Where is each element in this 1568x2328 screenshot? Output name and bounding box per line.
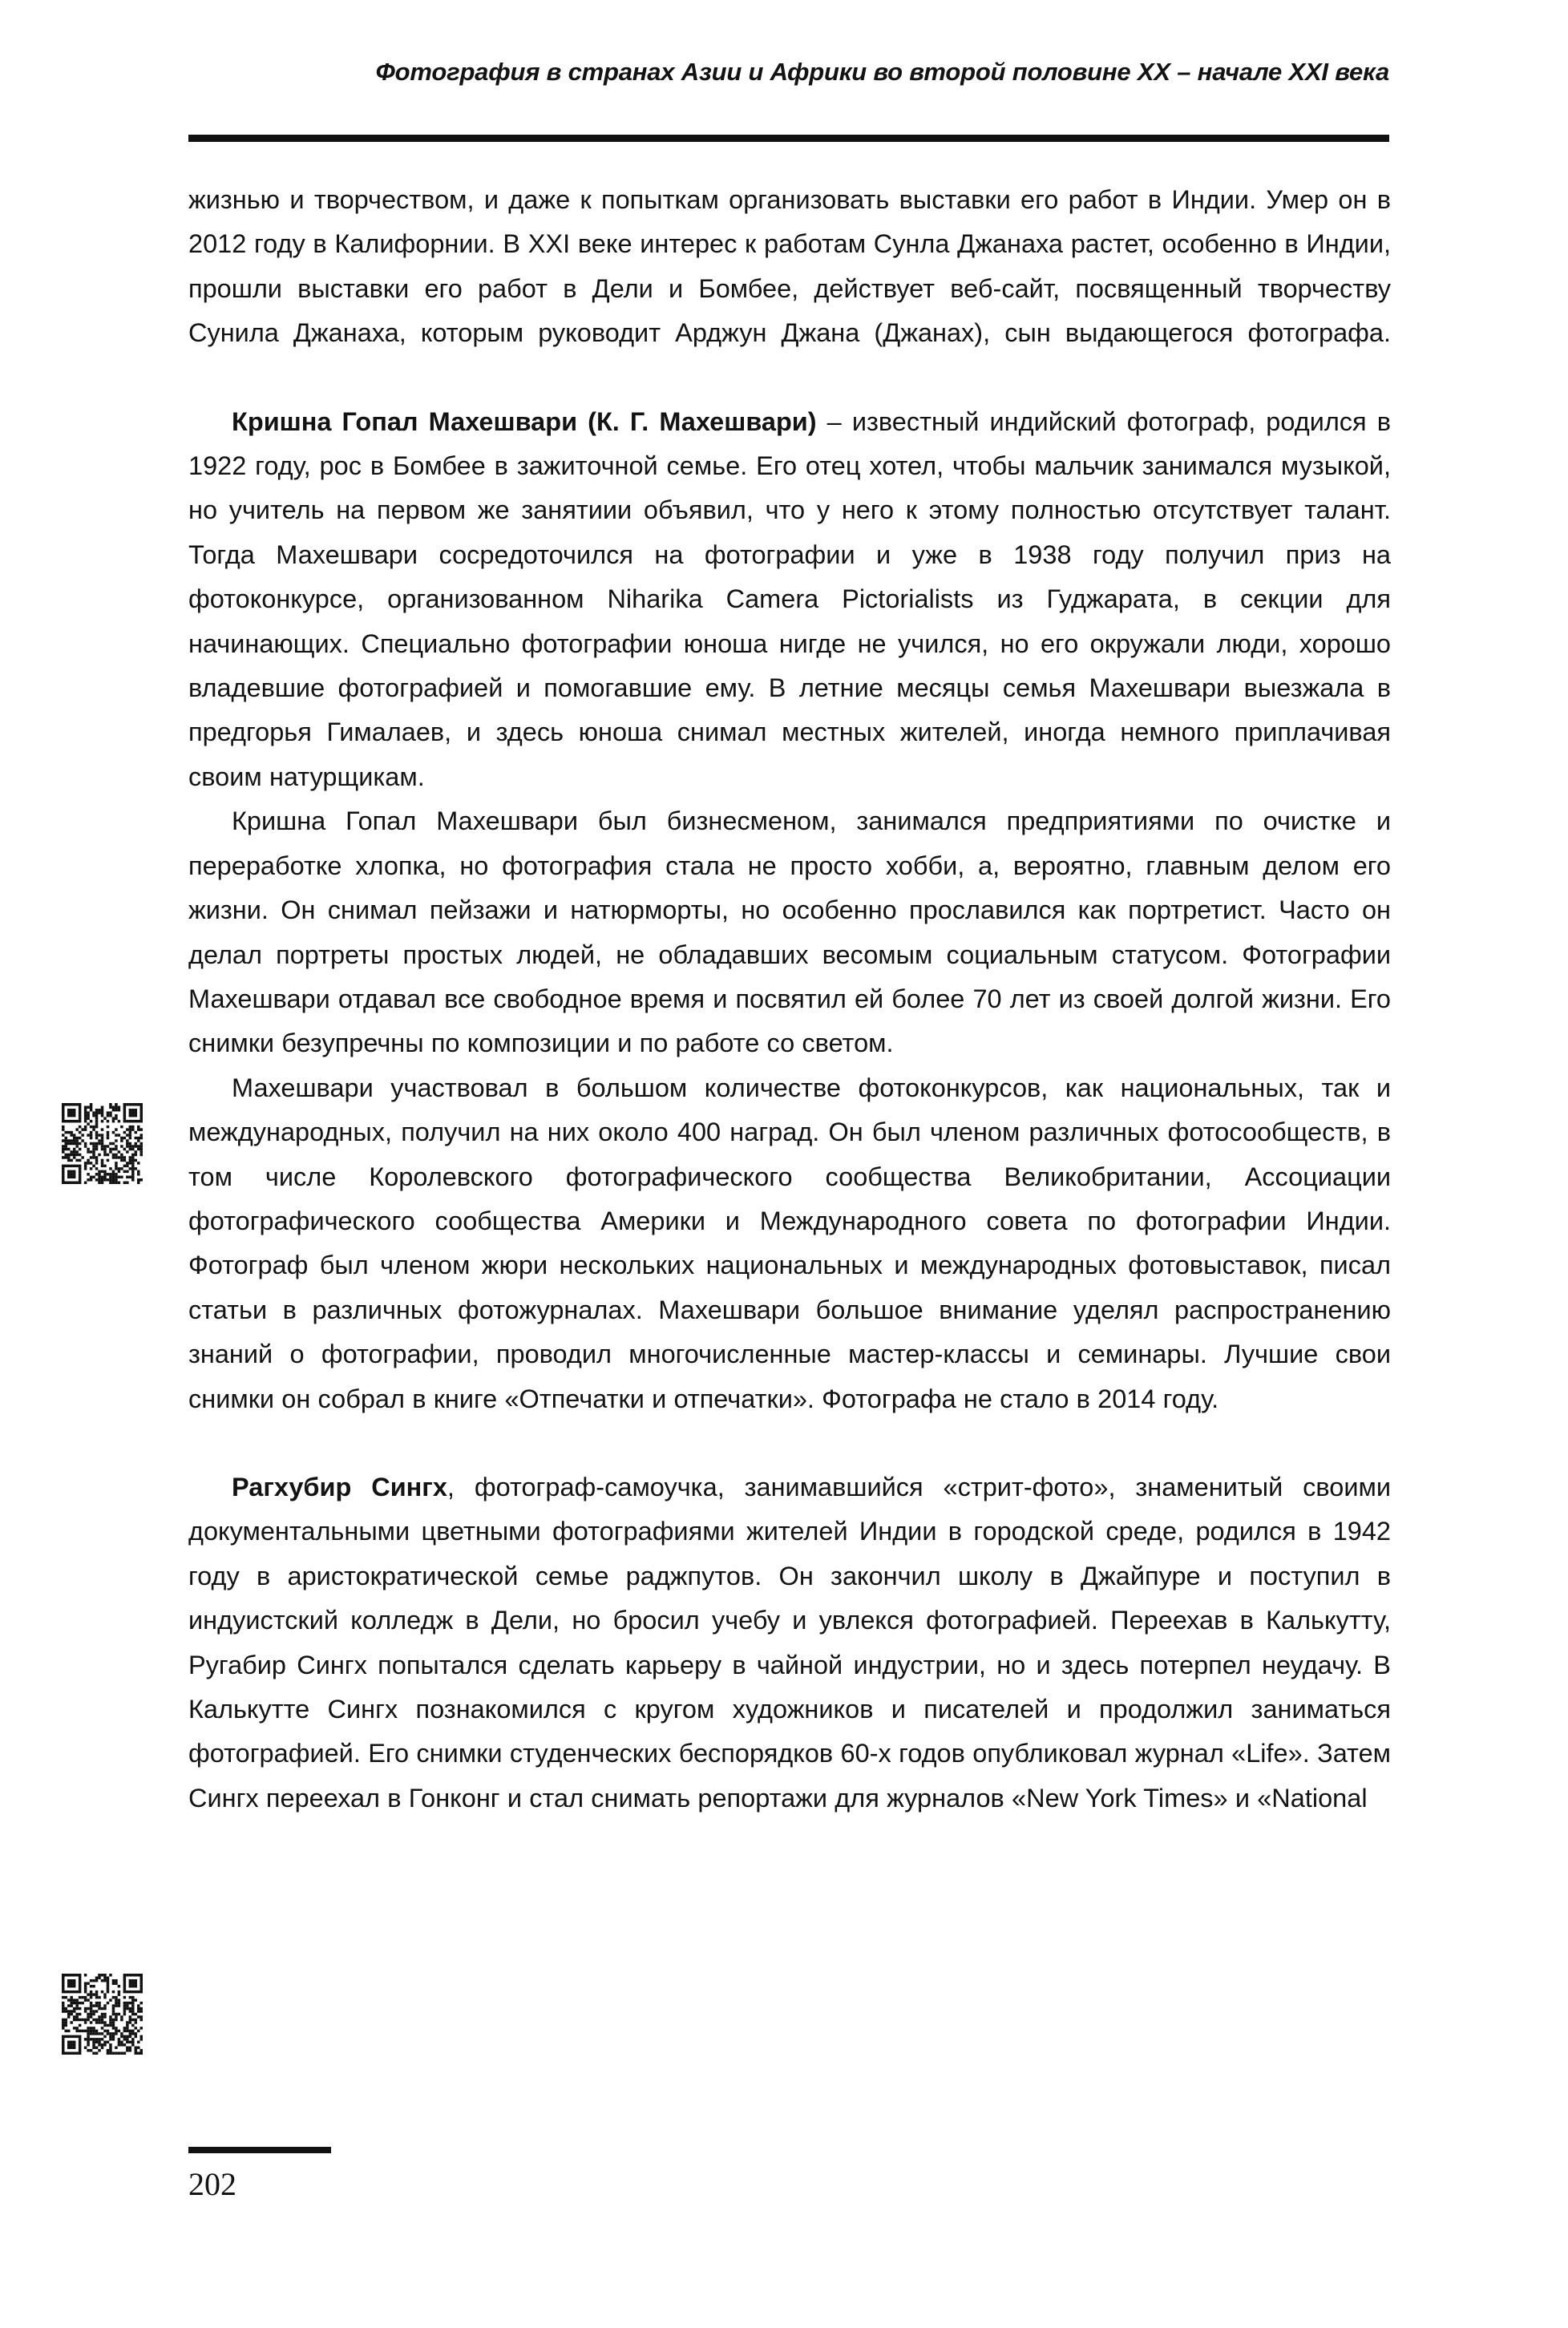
paragraph-maheshwari-awards: Махешвари участвовал в большом количестве фотоконкурсов, как национальных, так и международных, получил на них около 400 наград. Он был членом различных фотосообществ, в том числе Королевского фотографического сообщества Великобритании, Ассоциации фотографического сообщества Америки и Международного совета по фотографии Индии. Фотограф был членом жюри нескольких национальных и международных фотовыставок, писал статьи в различных фотожурналах. Махешвари большое внимание уделял распространению знаний о фотографии, проводил многочисленные мастер-классы и семинары. Лучшие свои снимки он собрал в книге «Отпечатки и отпечатки». Фотографа не стало в 2014 году.: [188, 1073, 1391, 1413]
qr-code-top[interactable]: [62, 1103, 143, 1184]
paragraph-continuation: жизнью и творчеством, и даже к попыткам организовать выставки его работ в Индии. Умер он в 2012 году в Калифорнии. В XXI веке интерес к работам Сунла Джанаха растет, особенно в Индии, прошли выставки его работ в Дели и Бомбее, действует веб-сайт, посвященный творчеству Сунила Джанаха, которым руководит Арджун Джана (Джанах), сын выдающегося фотографа.: [188, 185, 1391, 348]
page-number: 202: [188, 2166, 236, 2202]
entry-body-singh: , фотограф-самоучка, занимавшийся «стрит-фото», знаменитый своими документальными цветными фотографиями жителей Индии в городской среде, родился в 1942 году в аристократической семье раджпутов. Он закончил школу в Джайпуре и поступил в индуистский колледж в Дели, но бросил учебу и увлекся фотографией. Переехав в Калькутту, Ругабир Сингх попытался сделать карьеру в чайной индустрии, но и здесь потерпел неудачу. В Калькутте Сингх познакомился с кругом художников и писателей и продолжил заниматься фотографией. Его снимки студенческих беспорядков 60-х годов опубликовал журнал «Life». Затем Сингх переехал в Гонконг и стал снимать репортажи для журналов «New York Times» и «National: [188, 1472, 1392, 1813]
paragraph-maheshwari-intro: [188, 400, 1391, 800]
text-column: [188, 178, 1391, 1821]
running-head: Фотография в странах Азии и Африки во второй половине XX – начале XXI века: [375, 58, 1389, 86]
qr-code-bottom[interactable]: [62, 1974, 143, 2055]
header-rule: [188, 135, 1389, 142]
entry-body-maheshwari: – известный индийский фотограф, родился в 1922 году, рос в Бомбее в зажиточной семье. Его отец хотел, чтобы мальчик занимался музыкой, но учитель на первом же занятиии объявил, что у него к этому полностью отсутствует талант. Тогда Махешвари сосредоточился на фотографии и уже в 1938 году получил приз на фотоконкурсе, организованном Niharika Camera Pictorialists из Гуджарата, в секции для начинающих. Специально фотографии юноша нигде не учился, но его окружали люди, хорошо владевшие фотографией и помогавшие ему. В летние месяцы семья Махешвари выезжала в предгорья Гималаев, и здесь юноша снимал местных жителей, иногда немного приплачивая своим натурщикам.: [188, 406, 1391, 791]
entry-name-singh: Рагхубир Сингх: [232, 1472, 447, 1501]
footer-rule: [188, 2147, 331, 2153]
entry-name-maheshwari: Кришна Гопал Махешвари (К. Г. Махешвари): [232, 406, 817, 436]
paragraph-singh-intro: [188, 1465, 1391, 1821]
paragraph-maheshwari-business: Кришна Гопал Махешвари был бизнесменом, занимался предприятиями по очистке и переработке хлопка, но фотография стала не просто хобби, а, вероятно, главным делом его жизни. Он снимал пейзажи и натюрморты, но особенно прославился как портретист. Часто он делал портреты простых людей, не обладавших весомым социальным статусом. Фотографии Махешвари отдавал все свободное время и посвятил ей более 70 лет из своей долгой жизни. Его снимки безупречны по композиции и по работе со светом.: [188, 806, 1391, 1058]
